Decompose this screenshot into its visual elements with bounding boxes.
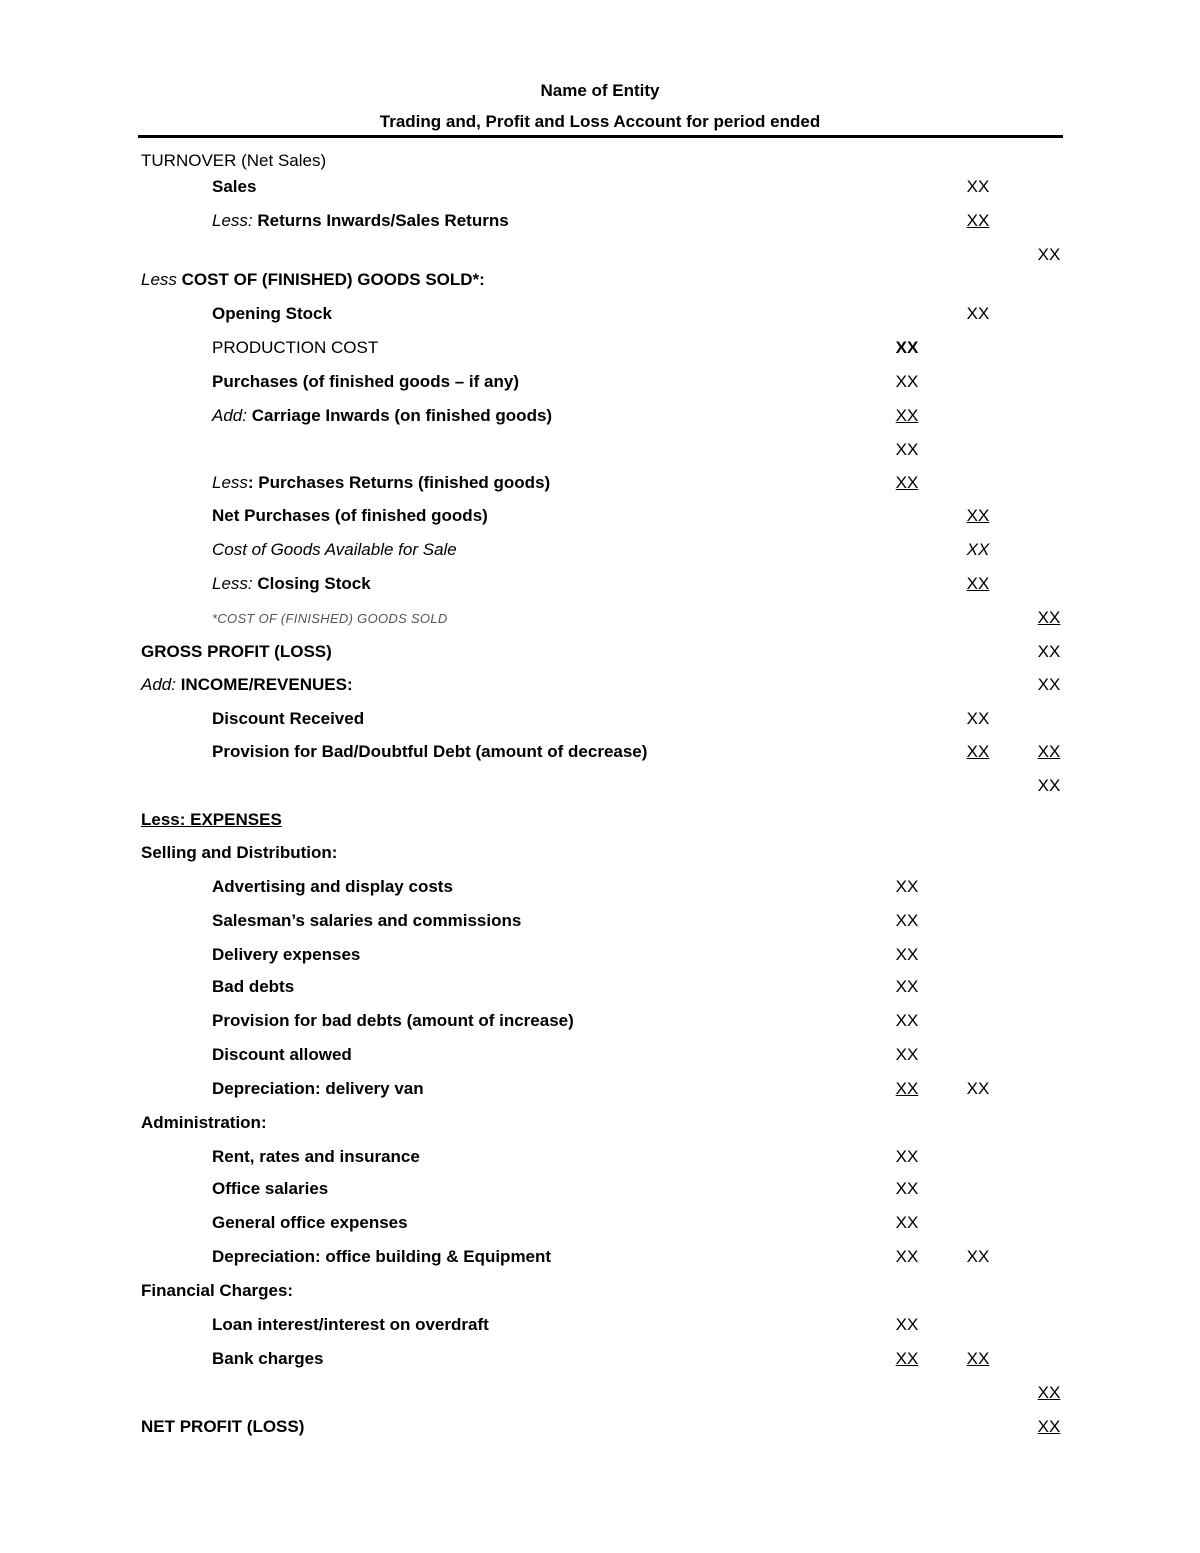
row-rent [0, 1147, 1200, 1177]
label-cogs-prefix: Less [141, 270, 177, 289]
row-provision-increase [0, 1011, 1200, 1041]
amount-closing-stock: XX [966, 574, 990, 593]
amount-advertising: XX [895, 877, 919, 896]
amount-loan-interest: XX [895, 1315, 919, 1334]
amount-delivery: XX [895, 945, 919, 964]
label-net-purchases: Net Purchases (of finished goods) [212, 506, 488, 525]
amount-net-sales: XX [1037, 245, 1061, 264]
label-closing-stock [212, 574, 371, 594]
label-dep-van: Depreciation: delivery van [212, 1079, 424, 1098]
amount-purchases-returns: XX [895, 473, 919, 492]
amount-net-profit: XX [1037, 1417, 1061, 1436]
label-income-heading [141, 675, 353, 695]
label-returns-inwards [212, 211, 509, 231]
row-bank-charges [0, 1349, 1200, 1379]
label-delivery: Delivery expenses [212, 945, 361, 964]
row-bad-debts [0, 977, 1200, 1007]
row-purchases [0, 372, 1200, 402]
row-carriage-inwards [0, 406, 1200, 436]
amount-provision-decrease: XX [966, 742, 990, 761]
label-purch-returns-prefix: Less [212, 473, 248, 492]
label-returns-text: Returns Inwards/Sales Returns [252, 211, 509, 230]
amount-dep-van: XX [895, 1079, 919, 1098]
amount-returns-inwards: XX [966, 211, 990, 230]
amount-office-salaries: XX [895, 1179, 919, 1198]
label-discount-received: Discount Received [212, 709, 365, 728]
amount-sales: XX [966, 177, 990, 196]
amount-financial-total: XX [966, 1349, 990, 1368]
label-salesman: Salesman’s salaries and commissions [212, 911, 522, 930]
amount-income-total: XX [1037, 742, 1061, 761]
row-administration-heading [0, 1113, 1200, 1143]
label-production-cost: PRODUCTION COST [212, 338, 379, 357]
row-selling-heading [0, 843, 1200, 873]
label-closing-text: Closing Stock [252, 574, 371, 593]
label-income-text: INCOME/REVENUES: [175, 675, 353, 694]
row-general-office [0, 1213, 1200, 1243]
row-discount-allowed [0, 1045, 1200, 1075]
row-dep-van [0, 1079, 1200, 1109]
row-financial-heading [0, 1281, 1200, 1311]
label-rent: Rent, rates and insurance [212, 1147, 420, 1166]
row-delivery [0, 945, 1200, 975]
label-loan-interest: Loan interest/interest on overdraft [212, 1315, 489, 1334]
amount-cost-available: XX [966, 540, 990, 559]
header-rule [138, 135, 1063, 138]
amount-income: XX [1037, 675, 1061, 694]
row-returns-inwards [0, 211, 1200, 241]
label-returns-prefix: Less: [212, 211, 253, 230]
amount-cogs-total: XX [1037, 608, 1061, 627]
label-dep-office: Depreciation: office building & Equipment [212, 1247, 552, 1266]
label-cogs-heading [141, 270, 485, 290]
amount-dep-office: XX [895, 1247, 919, 1266]
amount-purchases: XX [895, 372, 919, 391]
amount-discount-received: XX [966, 709, 990, 728]
entity-name: Name of Entity [540, 81, 660, 100]
row-expenses-total [0, 1383, 1200, 1413]
label-provision-increase: Provision for bad debts (amount of increase) [212, 1011, 574, 1030]
label-bank-charges: Bank charges [212, 1349, 324, 1368]
label-bad-debts: Bad debts [212, 977, 295, 996]
row-expenses-heading [0, 810, 1200, 840]
amount-administration-total: XX [966, 1247, 990, 1266]
amount-general-office: XX [895, 1213, 919, 1232]
row-production-cost [0, 338, 1200, 368]
row-cogs-total [0, 608, 1200, 638]
label-purchases-returns [212, 473, 550, 493]
row-cost-available [0, 540, 1200, 570]
row-income-heading [0, 675, 1200, 705]
amount-income-subtotal: XX [1037, 776, 1061, 795]
label-expenses-heading: Less: EXPENSES [141, 810, 282, 829]
row-advertising [0, 877, 1200, 907]
row-gross-profit [0, 642, 1200, 672]
amount-net-purchases: XX [966, 506, 990, 525]
row-opening-stock [0, 304, 1200, 334]
amount-salesman: XX [895, 911, 919, 930]
row-discount-received [0, 709, 1200, 739]
label-income-prefix: Add: [141, 675, 176, 694]
label-carriage-text: Carriage Inwards (on finished goods) [246, 406, 553, 425]
label-cogs-text: COST OF (FINISHED) GOODS SOLD*: [176, 270, 485, 289]
row-net-profit [0, 1417, 1200, 1447]
amount-selling-total: XX [966, 1079, 990, 1098]
row-cogs-heading [0, 270, 1200, 300]
row-closing-stock [0, 574, 1200, 604]
amount-gross-profit: XX [1037, 642, 1061, 661]
label-turnover: TURNOVER (Net Sales) [141, 151, 327, 170]
row-salesman [0, 911, 1200, 941]
label-general-office: General office expenses [212, 1213, 408, 1232]
row-provision-decrease [0, 742, 1200, 772]
label-opening-stock: Opening Stock [212, 304, 332, 323]
row-sales [0, 177, 1200, 207]
label-selling-heading: Selling and Distribution: [141, 843, 338, 862]
amount-expenses-total: XX [1037, 1383, 1061, 1402]
label-advertising: Advertising and display costs [212, 877, 453, 896]
label-provision-decrease: Provision for Bad/Doubtful Debt (amount of decrease) [212, 742, 648, 761]
label-office-salaries: Office salaries [212, 1179, 329, 1198]
amount-purchases-subtotal: XX [895, 440, 919, 459]
row-income-subtotal [0, 776, 1200, 806]
label-purchases: Purchases (of finished goods – if any) [212, 372, 519, 391]
row-purchases-subtotal [0, 440, 1200, 470]
label-cogs-total: *COST OF (FINISHED) GOODS SOLD [212, 611, 448, 626]
row-dep-office [0, 1247, 1200, 1277]
row-loan-interest [0, 1315, 1200, 1345]
row-office-salaries [0, 1179, 1200, 1209]
label-discount-allowed: Discount allowed [212, 1045, 352, 1064]
amount-provision-increase: XX [895, 1011, 919, 1030]
row-net-purchases [0, 506, 1200, 536]
amount-carriage-inwards: XX [895, 406, 919, 425]
amount-bad-debts: XX [895, 977, 919, 996]
label-net-profit: NET PROFIT (LOSS) [141, 1417, 305, 1436]
amount-production-cost: XX [895, 338, 919, 357]
label-purch-returns-text: : Purchases Returns (finished goods) [247, 473, 551, 492]
label-carriage-inwards [212, 406, 552, 426]
amount-bank-charges: XX [895, 1349, 919, 1368]
statement-title: Trading and, Profit and Loss Account for period ended [379, 112, 821, 131]
label-administration-heading: Administration: [141, 1113, 267, 1132]
amount-rent: XX [895, 1147, 919, 1166]
label-financial-heading: Financial Charges: [141, 1281, 294, 1300]
label-cost-available: Cost of Goods Available for Sale [212, 540, 457, 559]
label-sales: Sales [212, 177, 257, 196]
row-purchases-returns [0, 473, 1200, 503]
label-closing-prefix: Less: [212, 574, 253, 593]
amount-opening-stock: XX [966, 304, 990, 323]
amount-discount-allowed: XX [895, 1045, 919, 1064]
label-gross-profit: GROSS PROFIT (LOSS) [141, 642, 332, 661]
label-carriage-prefix: Add: [212, 406, 247, 425]
